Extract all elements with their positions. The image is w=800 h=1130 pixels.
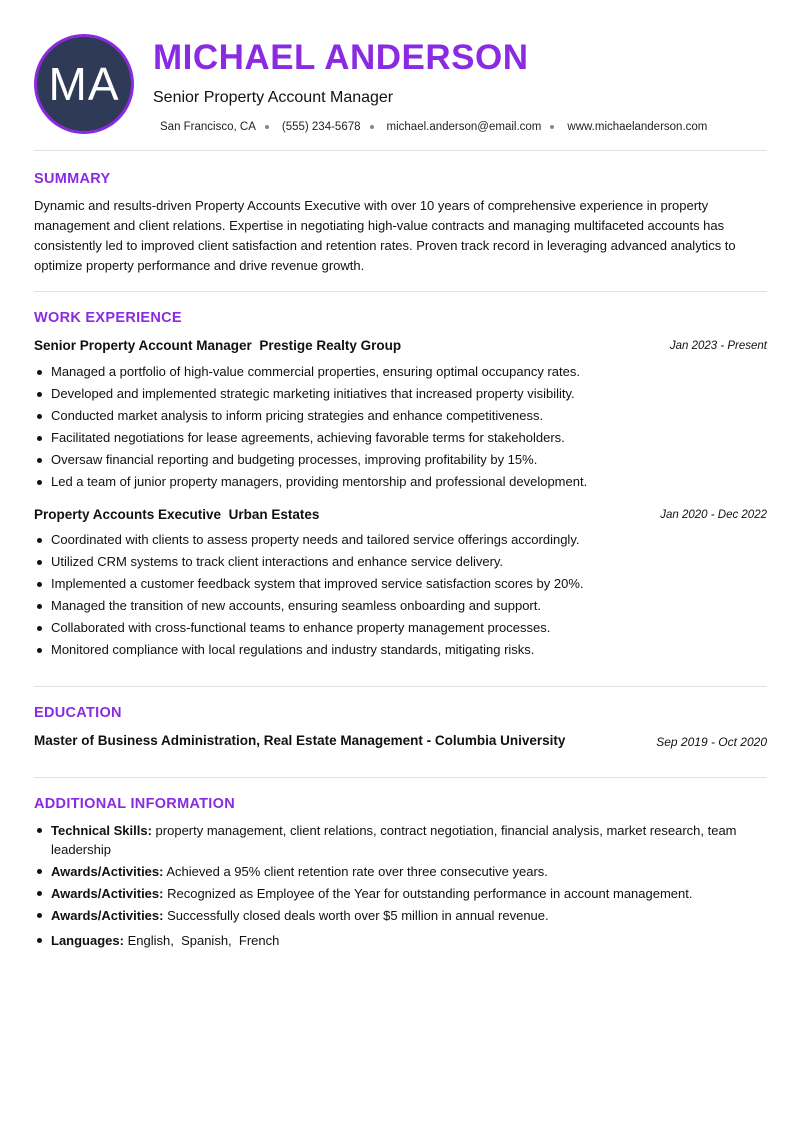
separator-dot — [370, 125, 374, 129]
info-label: Technical Skills: — [51, 823, 152, 838]
divider — [34, 686, 767, 687]
list-item — [34, 931, 767, 950]
contact-bar — [160, 121, 707, 133]
job-title-line — [34, 507, 319, 522]
info-label: Languages: — [51, 933, 124, 948]
divider — [34, 777, 767, 778]
candidate-name: MICHAEL ANDERSON — [153, 38, 529, 77]
additional-list — [34, 821, 767, 953]
education-degree: Master of Business Administration, Real Estate Management - Columbia University — [34, 733, 566, 748]
list-item: Collaborated with cross-functional teams to enhance property management processes. — [34, 617, 767, 639]
list-item: Managed the transition of new accounts, ensuring seamless onboarding and support. — [34, 595, 767, 617]
contact-location: San Francisco, CA — [160, 121, 256, 133]
list-item — [34, 821, 767, 859]
list-item: Utilized CRM systems to track client interactions and enhance service delivery. — [34, 551, 767, 573]
list-item: Conducted market analysis to inform pricing strategies and enhance competitiveness. — [34, 405, 767, 427]
separator-dot — [550, 125, 554, 129]
info-text: English, Spanish, French — [127, 933, 280, 948]
education-dates: Sep 2019 - Oct 2020 — [656, 735, 767, 749]
divider — [34, 291, 767, 292]
info-label: Awards/Activities: — [51, 864, 164, 879]
job-header — [34, 338, 767, 356]
list-item: Led a team of junior property managers, providing mentorship and professional development. — [34, 471, 767, 493]
list-item: Coordinated with clients to assess property needs and tailored service offerings accordingly. — [34, 529, 767, 551]
job-title: Senior Property Account Manager — [34, 338, 252, 353]
info-label: Awards/Activities: — [51, 886, 164, 901]
education-entry — [34, 733, 767, 751]
job-bullets — [34, 529, 767, 661]
experience-heading: WORK EXPERIENCE — [34, 310, 182, 326]
list-item: Oversaw financial reporting and budgeting processes, improving profitability by 15%. — [34, 449, 767, 471]
summary-heading: SUMMARY — [34, 171, 111, 187]
avatar — [34, 34, 134, 134]
info-text: property management, client relations, contract negotiation, financial analysis, market research, team leadership — [51, 823, 737, 857]
contact-phone: (555) 234-5678 — [281, 121, 361, 133]
divider — [34, 150, 767, 151]
summary-text: Dynamic and results-driven Property Accounts Executive with over 10 years of comprehensive experience in property management and client relations. Expertise in negotiating high-value contracts and managing multifaceted accounts has consistently led to improved client satisfaction and retention rates. Proven track record in leveraging advanced analytics to optimize property performance and drive revenue growth. — [34, 198, 736, 273]
job-header — [34, 507, 767, 525]
job-company: Prestige Realty Group — [259, 338, 402, 353]
contact-email[interactable]: michael.anderson@email.com — [386, 121, 542, 133]
info-text: Achieved a 95% client retention rate over three consecutive years. — [166, 864, 548, 879]
list-item: Implemented a customer feedback system that improved service satisfaction scores by 20%. — [34, 573, 767, 595]
list-item: Facilitated negotiations for lease agreements, achieving favorable terms for stakeholders. — [34, 427, 767, 449]
info-label: Awards/Activities: — [51, 908, 164, 923]
avatar-initials: MA — [48, 58, 120, 110]
list-item: Managed a portfolio of high-value commercial properties, ensuring optimal occupancy rates. — [34, 361, 767, 383]
info-text: Recognized as Employee of the Year for outstanding performance in account management. — [167, 886, 693, 901]
job-dates: Jan 2020 - Dec 2022 — [660, 509, 767, 521]
job-company: Urban Estates — [228, 507, 320, 522]
contact-website[interactable]: www.michaelanderson.com — [567, 121, 708, 133]
info-text: Successfully closed deals worth over $5 million in annual revenue. — [167, 908, 549, 923]
job-title-line — [34, 338, 401, 353]
list-item — [34, 884, 767, 903]
education-heading: EDUCATION — [34, 705, 122, 721]
candidate-title: Senior Property Account Manager — [153, 89, 394, 106]
job-bullets — [34, 361, 767, 493]
list-item: Developed and implemented strategic marketing initiatives that increased property visibility. — [34, 383, 767, 405]
list-item: Monitored compliance with local regulations and industry standards, mitigating risks. — [34, 639, 767, 661]
separator-dot — [265, 125, 269, 129]
list-item — [34, 906, 767, 925]
job-title: Property Accounts Executive — [34, 507, 222, 522]
list-item — [34, 862, 767, 881]
additional-heading: ADDITIONAL INFORMATION — [34, 796, 235, 812]
job-dates: Jan 2023 - Present — [669, 340, 767, 352]
